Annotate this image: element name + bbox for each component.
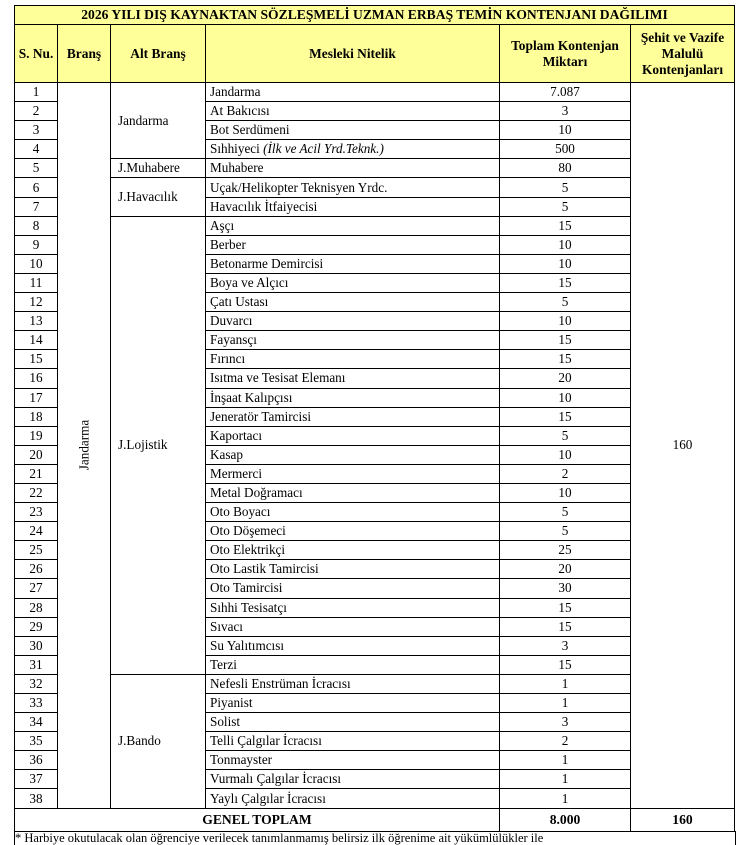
meslek-cell: Vurmalı Çalgılar İcracısı [206,770,500,789]
header-meslek: Mesleki Nitelik [206,25,500,83]
meslek-cell: Yaylı Çalgılar İcracısı [206,789,500,808]
row-number: 1 [15,83,58,102]
meslek-cell: Oto Boyacı [206,503,500,522]
table-row [15,178,735,197]
row-number: 34 [15,713,58,732]
quota-cell: 500 [500,140,631,159]
quota-cell: 5 [500,522,631,541]
row-number: 14 [15,331,58,350]
meslek-cell: Kasap [206,445,500,464]
row-number: 13 [15,312,58,331]
row-number: 22 [15,483,58,502]
quota-table-sheet [14,5,734,832]
row-number: 27 [15,579,58,598]
quota-cell: 5 [500,293,631,312]
meslek-cell: Fayansçı [206,331,500,350]
alt-brans-cell: J.Havacılık [111,178,206,216]
quota-cell: 10 [500,235,631,254]
quota-cell: 15 [500,350,631,369]
meslek-cell: Mermerci [206,464,500,483]
row-number: 30 [15,636,58,655]
quota-cell: 3 [500,636,631,655]
row-number: 33 [15,694,58,713]
quota-cell: 5 [500,178,631,197]
meslek-cell: Sıhhiyeci (İlk ve Acil Yrd.Teknk.) [206,140,500,159]
row-number: 23 [15,503,58,522]
table-title: 2026 YILI DIŞ KAYNAKTAN SÖZLEŞMELİ UZMAN ERBAŞ TEMİN KONTENJANI DAĞILIMI [15,6,735,25]
header-sno: S. Nu. [15,25,58,83]
total-label: GENEL TOPLAM [15,808,500,831]
table-row [15,216,735,235]
meslek-cell: Bot Serdümeni [206,121,500,140]
row-number: 2 [15,102,58,121]
quota-cell: 15 [500,273,631,292]
quota-cell: 10 [500,254,631,273]
meslek-cell: İnşaat Kalıpçısı [206,388,500,407]
alt-brans-cell: Jandarma [111,83,206,159]
quota-cell: 10 [500,388,631,407]
meslek-cell: Oto Lastik Tamircisi [206,560,500,579]
branch-label: Jandarma [76,420,91,471]
quota-cell: 10 [500,483,631,502]
row-number: 8 [15,216,58,235]
total-row [15,808,735,831]
meslek-cell: Sıhhi Tesisatçı [206,598,500,617]
table-row [15,674,735,693]
meslek-cell: Havacılık İtfaiyecisi [206,197,500,216]
row-number: 26 [15,560,58,579]
quota-cell: 10 [500,121,631,140]
row-number: 10 [15,254,58,273]
meslek-cell: Jandarma [206,83,500,102]
quota-cell: 15 [500,216,631,235]
meslek-cell: Nefesli Enstrüman İcracısı [206,674,500,693]
meslek-cell: Aşçı [206,216,500,235]
alt-brans-cell: J.Bando [111,674,206,808]
quota-cell: 25 [500,541,631,560]
quota-cell: 1 [500,674,631,693]
meslek-cell: Oto Elektrikçi [206,541,500,560]
quota-cell: 15 [500,331,631,350]
meslek-cell: Berber [206,235,500,254]
quota-cell: 5 [500,503,631,522]
header-alt-brans: Alt Branş [111,25,206,83]
quota-cell: 80 [500,159,631,178]
row-number: 20 [15,445,58,464]
quota-cell: 15 [500,617,631,636]
row-number: 6 [15,178,58,197]
meslek-cell: Oto Tamircisi [206,579,500,598]
row-number: 7 [15,197,58,216]
quota-cell: 1 [500,789,631,808]
row-number: 37 [15,770,58,789]
meslek-cell: Solist [206,713,500,732]
header-row [15,25,735,83]
row-number: 29 [15,617,58,636]
row-number: 25 [15,541,58,560]
quota-cell: 2 [500,464,631,483]
total-sehit: 160 [631,808,735,831]
meslek-cell: Telli Çalgılar İcracısı [206,732,500,751]
quota-cell: 3 [500,713,631,732]
row-number: 3 [15,121,58,140]
header-brans: Branş [58,25,111,83]
quota-cell: 1 [500,751,631,770]
row-number: 35 [15,732,58,751]
row-number: 28 [15,598,58,617]
header-sehit: Şehit ve Vazife Malulü Kontenjanları [631,25,735,83]
quota-cell: 5 [500,426,631,445]
quota-table [14,5,735,832]
meslek-cell: Piyanist [206,694,500,713]
row-number: 24 [15,522,58,541]
row-number: 5 [15,159,58,178]
alt-brans-cell: J.Muhabere [111,159,206,178]
row-number: 38 [15,789,58,808]
quota-cell: 15 [500,407,631,426]
quota-cell: 1 [500,694,631,713]
quota-cell: 3 [500,102,631,121]
meslek-cell: Su Yalıtımcısı [206,636,500,655]
row-number: 17 [15,388,58,407]
row-number: 32 [15,674,58,693]
meslek-cell: Boya ve Alçıcı [206,273,500,292]
branch-cell [58,83,111,809]
meslek-cell: Tonmayster [206,751,500,770]
meslek-cell: Isıtma ve Tesisat Elemanı [206,369,500,388]
footnote: * Harbiye okutulacak olan öğrenciye verilecek tanımlanmamış belirsiz ilk öğrenime ait yükümlülükler ile [14,831,736,845]
alt-brans-cell: J.Lojistik [111,216,206,674]
row-number: 18 [15,407,58,426]
row-number: 15 [15,350,58,369]
meslek-cell: Oto Döşemeci [206,522,500,541]
quota-cell: 10 [500,445,631,464]
row-number: 19 [15,426,58,445]
meslek-cell: Kaportacı [206,426,500,445]
row-number: 31 [15,655,58,674]
table-row [15,159,735,178]
meslek-cell: Duvarcı [206,312,500,331]
row-number: 16 [15,369,58,388]
row-number: 4 [15,140,58,159]
header-toplam: Toplam Kontenjan Miktarı [500,25,631,83]
quota-cell: 15 [500,655,631,674]
row-number: 11 [15,273,58,292]
row-number: 12 [15,293,58,312]
meslek-cell: Metal Doğramacı [206,483,500,502]
meslek-cell: Sıvacı [206,617,500,636]
total-qty: 8.000 [500,808,631,831]
meslek-cell: At Bakıcısı [206,102,500,121]
table-body [15,83,735,809]
row-number: 9 [15,235,58,254]
quota-cell: 20 [500,560,631,579]
meslek-cell: Uçak/Helikopter Teknisyen Yrdc. [206,178,500,197]
meslek-cell: Çatı Ustası [206,293,500,312]
table-row [15,83,735,102]
quota-cell: 30 [500,579,631,598]
quota-cell: 10 [500,312,631,331]
quota-cell: 1 [500,770,631,789]
sehit-cell: 160 [631,83,735,809]
quota-cell: 20 [500,369,631,388]
meslek-cell: Jeneratör Tamircisi [206,407,500,426]
meslek-cell: Terzi [206,655,500,674]
meslek-cell: Fırıncı [206,350,500,369]
quota-cell: 7.087 [500,83,631,102]
meslek-cell: Muhabere [206,159,500,178]
quota-cell: 15 [500,598,631,617]
row-number: 21 [15,464,58,483]
row-number: 36 [15,751,58,770]
quota-cell: 5 [500,197,631,216]
meslek-cell: Betonarme Demircisi [206,254,500,273]
quota-cell: 2 [500,732,631,751]
